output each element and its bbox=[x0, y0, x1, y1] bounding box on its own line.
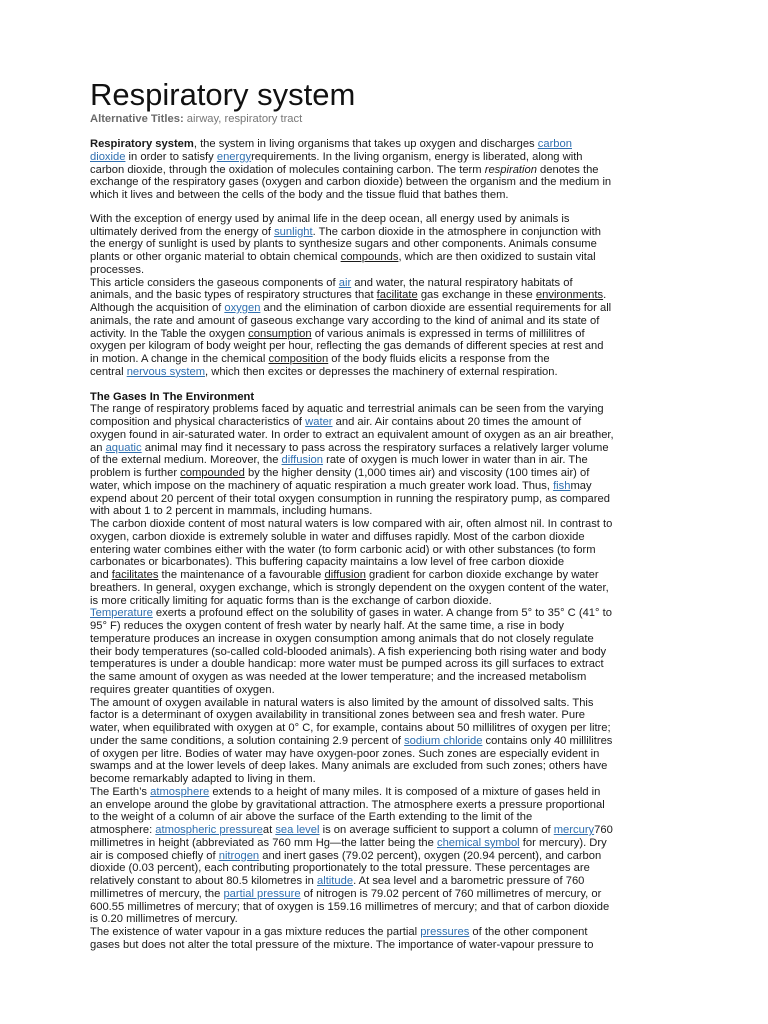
text-line bbox=[90, 391, 680, 404]
article-link[interactable]: altitude bbox=[316, 875, 354, 887]
paragraph-spacer bbox=[90, 379, 680, 391]
section-heading: The Gases In The Environment bbox=[90, 390, 255, 403]
text-segment: composition and physical characteristics of bbox=[90, 416, 306, 428]
text-segment: the same amount of oxygen as was needed at the lower temperature; and the increased metabolism bbox=[90, 671, 587, 683]
text-line bbox=[90, 633, 680, 646]
text-segment: water, which impose on the machinery of aquatic respiration a much greater work load. Thus, bbox=[90, 479, 554, 492]
text-segment: in motion. A change in the chemical bbox=[90, 353, 269, 365]
text-segment: under the same conditions, a solution containing 2.9 percent of bbox=[90, 734, 405, 747]
text-line bbox=[90, 748, 680, 761]
text-segment: millimetres of mercury, the bbox=[90, 887, 224, 900]
text-segment: oxygen found in air-saturated water. In order to extract an equivalent amount of oxygen as an air breather, bbox=[90, 428, 614, 441]
text-segment: of the external medium. Moreover, the bbox=[90, 454, 282, 467]
text-segment: carbonates or bicarbonates). This buffering capacity maintains a low level of free carbon dioxide bbox=[90, 556, 565, 569]
text-segment: relatively constant to about 80.5 kilometres in bbox=[90, 875, 317, 887]
text-line bbox=[90, 164, 680, 177]
title-spacer bbox=[90, 126, 680, 138]
text-segment: With the exception of energy used by animal life in the deep ocean, all energy used by animals is bbox=[90, 212, 570, 225]
text-segment: and air. Air contains about 20 times the amount of bbox=[332, 416, 582, 428]
text-line bbox=[90, 189, 680, 202]
article-link[interactable]: partial pressure bbox=[223, 887, 301, 900]
text-segment: animal may find it necessary to pass across the respiratory surfaces a relatively larger volume bbox=[141, 441, 609, 454]
text-segment: millimetres in height (abbreviated as 760 mm Hg—the latter being the bbox=[90, 836, 437, 849]
text-line bbox=[90, 850, 680, 863]
text-segment: carbon dioxide, through the oxidation of molecules containing carbon. The term bbox=[90, 163, 485, 176]
text-line bbox=[90, 735, 680, 748]
text-line bbox=[90, 315, 680, 328]
text-line bbox=[90, 837, 680, 850]
text-line bbox=[90, 569, 680, 582]
text-segment: is on average sufficient to support a column of bbox=[319, 824, 554, 836]
text-segment: The Earth’s bbox=[90, 785, 151, 798]
article-link[interactable]: oxygen bbox=[224, 302, 261, 314]
text-segment: requires greater quantities of oxygen. bbox=[90, 683, 275, 696]
text-segment: with about 1 to 2 percent in mammals, including humans. bbox=[90, 505, 373, 518]
article-link[interactable]: atmospheric pressure bbox=[155, 824, 263, 836]
text-segment: contains only 40 millilitres bbox=[482, 734, 613, 747]
text-segment: exerts a profound effect on the solubility of gases in water. A change from 5° to 35° C (41° to bbox=[152, 607, 612, 620]
text-line bbox=[90, 340, 680, 353]
text-segment: is 0.20 millimetres of mercury. bbox=[90, 913, 238, 926]
text-line bbox=[90, 760, 680, 773]
text-line bbox=[90, 786, 680, 799]
article-link[interactable]: fish bbox=[553, 479, 571, 492]
text-segment: an bbox=[90, 441, 106, 454]
text-line bbox=[90, 531, 680, 544]
text-line bbox=[90, 799, 680, 812]
text-segment: , which then excites or depresses the machinery of external respiration. bbox=[205, 365, 558, 378]
text-segment: in order to satisfy bbox=[125, 150, 217, 163]
text-segment: atmosphere: bbox=[90, 824, 156, 836]
text-line bbox=[90, 646, 680, 659]
text-segment: central bbox=[90, 365, 127, 378]
text-line bbox=[90, 544, 680, 557]
text-segment: animals, the rate and amount of gaseous exchange vary according to the kind of animal and its state of bbox=[90, 314, 600, 327]
text-line bbox=[90, 366, 680, 379]
text-segment: The amount of oxygen available in natural waters is also limited by the amount of dissolved salts. This bbox=[90, 696, 594, 709]
underlined-term: compounded bbox=[180, 467, 245, 479]
text-line bbox=[90, 671, 680, 684]
text-segment: The carbon dioxide content of most natural waters is low compared with air, often almost nil. In contrast to bbox=[90, 518, 613, 530]
text-segment: 760 bbox=[594, 824, 613, 836]
text-line bbox=[90, 251, 680, 264]
alternative-titles-label: Alternative Titles: bbox=[90, 113, 184, 125]
underlined-term: facilitate bbox=[376, 289, 418, 302]
text-line bbox=[90, 913, 680, 926]
text-line bbox=[90, 429, 680, 442]
text-segment: swamps and at the lower levels of deep lakes. Many animals are excluded from such zones; others have bbox=[90, 760, 608, 773]
alternative-titles-value: airway, respiratory tract bbox=[186, 113, 303, 125]
text-line bbox=[90, 709, 680, 722]
text-segment: , which are then oxidized to sustain vital bbox=[398, 251, 596, 263]
text-segment: and inert gases (79.02 percent), oxygen (20.94 percent), and carbon bbox=[259, 849, 602, 862]
text-segment: by the higher density (1,000 times air) and viscosity (100 times air) of bbox=[244, 467, 590, 479]
text-line bbox=[90, 302, 680, 315]
text-line bbox=[90, 811, 680, 824]
text-segment: of the body fluids elicits a response from the bbox=[328, 353, 550, 365]
text-segment: may bbox=[570, 479, 592, 492]
text-line bbox=[90, 939, 680, 952]
text-segment: at bbox=[262, 824, 276, 836]
text-segment: of nitrogen is 79.02 percent of 760 millimetres of mercury, or bbox=[300, 887, 602, 900]
text-segment: 600.55 millimetres of mercury; that of oxygen is 159.16 millimetres of mercury; and that of carbon dioxide bbox=[90, 900, 610, 913]
text-segment: This article considers the gaseous components of bbox=[90, 276, 339, 289]
page-title: Respiratory system bbox=[90, 77, 356, 112]
text-line bbox=[90, 684, 680, 697]
text-segment: water, when equilibrated with oxygen at 0° C, for example, contains about 50 millilitres of oxygen per litre; bbox=[90, 722, 611, 734]
text-line bbox=[90, 277, 680, 290]
text-segment: gradient for carbon dioxide exchange by water bbox=[365, 569, 599, 581]
text-line bbox=[90, 151, 680, 164]
text-segment: The existence of water vapour in a gas mixture reduces the partial bbox=[90, 926, 421, 938]
text-line bbox=[90, 658, 680, 671]
text-segment: . At sea level and a barometric pressure of 760 bbox=[353, 875, 585, 887]
bold-term: Respiratory system bbox=[90, 138, 194, 150]
text-line bbox=[90, 467, 680, 480]
text-line bbox=[90, 888, 680, 901]
text-segment: gases but does not alter the total pressure of the mixture. The importance of water-vapour pressure to bbox=[90, 938, 594, 951]
italic-term: respiration bbox=[484, 163, 537, 176]
article-link[interactable]: diffusion bbox=[281, 454, 323, 467]
text-segment: breathers. In general, oxygen exchange, which is strongly dependent on the oxygen content of the water, bbox=[90, 581, 609, 594]
text-segment: the maintenance of a favourable bbox=[158, 569, 325, 581]
text-segment: their body temperatures (so-called cold-blooded animals). A fish experiencing both rising water and body bbox=[90, 645, 607, 658]
paragraph-spacer bbox=[90, 202, 680, 213]
text-segment: the energy of sunlight is used by plants to synthesize sugars and other components. Animals consume bbox=[90, 238, 597, 251]
text-segment: 95° F) reduces the oxygen content of fresh water by nearly half. At the same time, a rise in body bbox=[90, 620, 564, 632]
text-segment: oxygen per kilogram of body weight per hour, reflecting the gas demands of different species at rest and bbox=[90, 340, 604, 353]
text-line bbox=[90, 403, 680, 416]
text-line bbox=[90, 213, 680, 226]
article-link[interactable]: atmosphere bbox=[150, 785, 210, 798]
text-segment: and bbox=[90, 569, 112, 581]
underlined-term: diffusion bbox=[324, 569, 366, 581]
text-line bbox=[90, 620, 680, 633]
text-segment: entering water combines either with the water (to form carbonic acid) or with other substances (to form bbox=[90, 543, 596, 556]
text-segment: ultimately derived from the energy of bbox=[90, 225, 275, 238]
text-segment: of the other component bbox=[469, 926, 588, 938]
text-segment: processes. bbox=[90, 263, 145, 276]
text-segment: temperature produces an increase in oxygen consumption among animals that do not closely regulate bbox=[90, 632, 594, 645]
text-segment: of various animals is expressed in terms of millilitres of bbox=[311, 327, 585, 340]
text-segment: plants or other organic material to obtain chemical bbox=[90, 251, 341, 263]
text-line bbox=[90, 353, 680, 366]
article-link[interactable]: nervous system bbox=[126, 365, 206, 378]
text-line bbox=[90, 505, 680, 518]
text-line bbox=[90, 138, 680, 151]
text-line bbox=[90, 238, 680, 251]
text-line bbox=[90, 493, 680, 506]
text-segment: . The carbon dioxide in the atmosphere in conjunction with bbox=[312, 225, 601, 238]
text-line bbox=[90, 607, 680, 620]
article-link[interactable]: energy bbox=[216, 150, 252, 163]
text-line bbox=[90, 901, 680, 914]
text-line bbox=[90, 264, 680, 277]
article-link[interactable]: carbon bbox=[537, 138, 572, 150]
article-link[interactable]: Temperature bbox=[90, 607, 153, 620]
text-segment: activity. In the Table the oxygen bbox=[90, 327, 249, 340]
article-link[interactable]: chemical symbol bbox=[436, 836, 520, 849]
text-segment: and the elimination of carbon dioxide are essential requirements for all bbox=[260, 302, 612, 314]
text-segment: rate of oxygen is much lower in water than in air. The bbox=[323, 454, 588, 467]
alternative-titles bbox=[90, 112, 680, 126]
text-segment: of oxygen per litre. Bodies of water may have oxygen-poor zones. Such zones are especially evident in bbox=[90, 747, 600, 760]
text-segment: Although the acquisition of bbox=[90, 302, 225, 314]
underlined-term: facilitates bbox=[111, 569, 159, 581]
text-line bbox=[90, 442, 680, 455]
text-line bbox=[90, 556, 680, 569]
article-link[interactable]: sodium chloride bbox=[404, 734, 483, 747]
underlined-term: compounds bbox=[340, 251, 399, 263]
article-link[interactable]: dioxide bbox=[90, 150, 126, 163]
article-link[interactable]: aquatic bbox=[105, 441, 142, 454]
text-segment: dioxide (0.03 percent), each contributing proportionately to the total pressure. These percentages are bbox=[90, 862, 590, 875]
text-segment: gas exchange in these bbox=[417, 289, 536, 302]
text-segment: problem is further bbox=[90, 467, 181, 479]
text-line bbox=[90, 824, 680, 837]
text-segment: requirements. In the living organism, energy is liberated, along with bbox=[251, 150, 583, 163]
text-segment: , the system in living organisms that takes up oxygen and discharges bbox=[193, 138, 538, 150]
text-segment: for mercury). Dry bbox=[519, 836, 607, 849]
text-line bbox=[90, 722, 680, 735]
text-line bbox=[90, 875, 680, 888]
text-line bbox=[90, 416, 680, 429]
text-segment: animals, and the basic types of respiratory structures that bbox=[90, 289, 377, 302]
text-segment: . bbox=[603, 289, 607, 302]
text-segment: temperatures is under a double handicap: more water must be pumped across its gill surfaces to extract bbox=[90, 658, 604, 671]
text-line bbox=[90, 773, 680, 786]
text-segment: which it lives and between the cells of the body and the tissue fluid that bathes them. bbox=[90, 189, 509, 201]
text-segment: expend about 20 percent of their total oxygen consumption in running the respiratory pump, as compared bbox=[90, 492, 610, 505]
text-segment: air is composed chiefly of bbox=[90, 849, 219, 862]
article-link[interactable]: air bbox=[338, 276, 352, 289]
article-link[interactable]: sea level bbox=[275, 824, 320, 836]
article-link[interactable]: sunlight bbox=[274, 225, 313, 238]
text-segment: to the weight of a column of air above the surface of the Earth extending to the limit of the bbox=[90, 811, 533, 824]
article bbox=[90, 78, 680, 952]
text-segment: and water, the natural respiratory habitats of bbox=[351, 276, 573, 289]
text-line bbox=[90, 176, 680, 189]
article-body bbox=[90, 138, 680, 952]
text-segment: oxygen, carbon dioxide is extremely soluble in water and diffuses rapidly. Most of the carbon dioxide bbox=[90, 530, 585, 543]
text-line bbox=[90, 518, 680, 531]
text-segment: an envelope around the globe by gravitational attraction. The atmosphere exerts a pressure proportional bbox=[90, 798, 605, 811]
text-segment: denotes the bbox=[536, 163, 599, 176]
underlined-term: consumption bbox=[248, 327, 312, 340]
article-link[interactable]: pressures bbox=[420, 926, 470, 938]
text-line bbox=[90, 926, 680, 939]
text-line bbox=[90, 480, 680, 493]
text-line bbox=[90, 595, 680, 608]
text-line bbox=[90, 289, 680, 302]
article-link[interactable]: water bbox=[305, 416, 333, 428]
text-segment: factor is a determinant of oxygen availability in transitional zones between sea and fresh water. Pure bbox=[90, 709, 586, 722]
text-segment: is more critically limiting for aquatic forms than is the exchange of carbon dioxide. bbox=[90, 594, 492, 607]
text-line bbox=[90, 697, 680, 710]
text-line bbox=[90, 454, 680, 467]
text-segment: become remarkably adapted to living in them. bbox=[90, 773, 316, 785]
article-link[interactable]: mercury bbox=[553, 824, 595, 836]
article-link[interactable]: nitrogen bbox=[218, 849, 260, 862]
text-line bbox=[90, 226, 680, 239]
text-line bbox=[90, 582, 680, 595]
text-segment: exchange of the respiratory gases (oxygen and carbon dioxide) between the organism and the medium in bbox=[90, 176, 612, 189]
text-line bbox=[90, 862, 680, 875]
text-line bbox=[90, 328, 680, 341]
underlined-term: composition bbox=[268, 353, 329, 365]
text-segment: extends to a height of many miles. It is composed of a mixture of gases held in bbox=[209, 785, 601, 798]
text-segment: The range of respiratory problems faced by aquatic and terrestrial animals can be seen from the varying bbox=[90, 403, 604, 416]
underlined-term: environments bbox=[535, 289, 604, 302]
